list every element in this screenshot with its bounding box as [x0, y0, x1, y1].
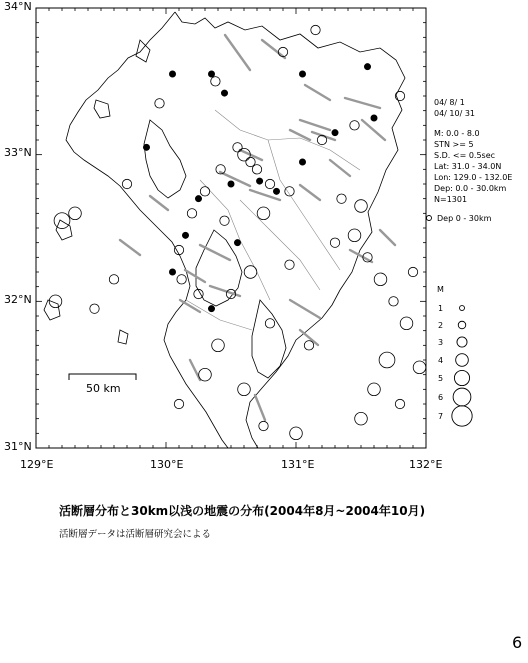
earthquake-point — [238, 383, 251, 396]
earthquake-point — [265, 179, 274, 188]
fault-segment — [300, 330, 318, 345]
earthquake-point — [371, 115, 377, 121]
magnitude-legend-circle — [460, 306, 465, 311]
earthquake-point — [273, 188, 279, 194]
mag-label-2: 2 — [438, 321, 444, 330]
magnitude-legend-circle — [458, 321, 466, 329]
fault-segment — [120, 240, 140, 255]
prefecture-boundaries — [186, 110, 360, 330]
lon-label-130: 130°E — [150, 458, 184, 471]
earthquake-point — [195, 196, 201, 202]
earthquake-point — [395, 399, 404, 408]
earthquake-markers — [49, 25, 426, 439]
mag-label-3: 3 — [438, 338, 444, 347]
earthquake-point — [228, 181, 234, 187]
magnitude-range: M: 0.0 - 8.0 — [434, 129, 480, 138]
fault-segment — [180, 300, 200, 312]
earthquake-point — [332, 130, 338, 136]
earthquake-point — [311, 25, 320, 34]
earthquake-point — [200, 187, 209, 196]
fault-segment — [330, 160, 350, 176]
mag-label-4: 4 — [438, 356, 444, 365]
earthquake-point — [290, 427, 303, 440]
scale-bar-label: 50 km — [86, 382, 121, 395]
earthquake-point — [389, 297, 398, 306]
fault-segment — [350, 250, 372, 262]
depth-legend-symbol — [427, 216, 432, 221]
earthquake-point — [221, 90, 227, 96]
mag-label-5: 5 — [438, 374, 444, 383]
earthquake-point — [408, 267, 417, 276]
earthquake-point — [208, 306, 214, 312]
earthquake-point — [54, 213, 70, 229]
earthquake-point — [177, 275, 186, 284]
earthquake-point — [234, 240, 240, 246]
active-faults — [120, 35, 395, 420]
magnitude-legend-circle — [456, 354, 469, 367]
earthquake-point — [169, 269, 175, 275]
earthquake-point — [355, 412, 368, 425]
earthquake-point — [244, 266, 257, 279]
lat-label-34: 34°N — [4, 0, 32, 13]
figure-caption: 活断層分布と30km以浅の地震の分布(2004年8月~2004年10月) — [59, 504, 426, 518]
fault-segment — [262, 40, 285, 58]
earthquake-point — [252, 165, 261, 174]
magnitude-legend-circles — [452, 306, 472, 427]
earthquake-point — [368, 383, 381, 396]
earthquake-point — [299, 159, 305, 165]
earthquake-point — [246, 157, 255, 166]
earthquake-point — [265, 319, 274, 328]
page-number: 6 — [512, 633, 523, 652]
earthquake-point — [337, 194, 346, 203]
fault-segment — [305, 85, 330, 100]
lon-label-131: 131°E — [281, 458, 315, 471]
earthquake-point — [400, 317, 413, 330]
station-filter: STN >= 5 — [434, 140, 474, 149]
lon-label-132: 132°E — [409, 458, 443, 471]
earthquake-point — [350, 121, 359, 130]
sd-filter: S.D. <= 0.5sec — [434, 151, 496, 160]
earthquake-point — [330, 238, 339, 247]
earthquake-point — [220, 216, 229, 225]
magnitude-legend-circle — [454, 370, 469, 385]
magnitude-legend-circle — [452, 406, 472, 426]
earthquake-point — [169, 71, 175, 77]
mag-label-1: 1 — [438, 304, 444, 313]
earthquake-point — [257, 178, 263, 184]
fault-segment — [185, 270, 205, 282]
fault-segment — [290, 300, 320, 318]
earthquake-point — [90, 304, 99, 313]
fault-segment — [220, 172, 250, 186]
earthquake-point — [285, 260, 294, 269]
fault-segment — [240, 150, 262, 160]
earthquake-point — [348, 229, 361, 242]
mag-label-7: 7 — [438, 412, 444, 421]
magnitude-legend-title: M — [437, 285, 444, 294]
source-note: 活断層データは活断層研究会による — [59, 529, 212, 540]
earthquake-point — [155, 99, 164, 108]
fault-segment — [255, 395, 265, 420]
earthquake-point — [69, 207, 82, 220]
fault-segment — [200, 245, 230, 260]
earthquake-point — [259, 421, 268, 430]
date-end: 04/ 10/ 31 — [434, 109, 476, 118]
earthquake-point — [187, 209, 196, 218]
fault-segment — [190, 360, 200, 380]
earthquake-point — [364, 64, 370, 70]
earthquake-point — [257, 207, 270, 220]
earthquake-point — [233, 143, 242, 152]
lon-label-129: 129°E — [20, 458, 54, 471]
earthquake-point — [379, 352, 395, 368]
fault-segment — [150, 196, 168, 210]
earthquake-point — [355, 200, 368, 213]
lat-label-33: 33°N — [4, 146, 32, 159]
depth-range: Dep: 0.0 - 30.0km — [434, 184, 507, 193]
earthquake-point — [143, 144, 149, 150]
earthquake-point — [122, 179, 131, 188]
fault-segment — [300, 185, 320, 200]
earthquake-point — [304, 341, 313, 350]
earthquake-point — [299, 71, 305, 77]
earthquake-point — [109, 275, 118, 284]
magnitude-legend-circle — [453, 388, 471, 406]
scale-bar — [69, 374, 136, 380]
fault-segment — [345, 98, 380, 108]
earthquake-point — [212, 339, 225, 352]
earthquake-point — [413, 361, 426, 374]
lat-range: Lat: 31.0 - 34.0N — [434, 162, 502, 171]
fault-segment — [225, 35, 250, 70]
earthquake-point — [174, 245, 183, 254]
lat-label-31: 31°N — [4, 440, 32, 453]
earthquake-point — [208, 71, 214, 77]
lat-label-32: 32°N — [4, 293, 32, 306]
magnitude-legend-circle — [457, 337, 467, 347]
earthquake-point — [182, 232, 188, 238]
fault-segment — [362, 120, 385, 140]
earthquake-point — [199, 368, 212, 381]
earthquake-point — [174, 399, 183, 408]
mag-label-6: 6 — [438, 393, 444, 402]
lon-range: Lon: 129.0 - 132.0E — [434, 173, 513, 182]
depth-legend-label: Dep 0 - 30km — [437, 214, 492, 223]
date-start: 04/ 8/ 1 — [434, 98, 465, 107]
earthquake-point — [211, 77, 220, 86]
earthquake-point — [374, 273, 387, 286]
fault-segment — [300, 120, 330, 130]
fault-segment — [380, 230, 395, 245]
event-count: N=1301 — [434, 195, 468, 204]
